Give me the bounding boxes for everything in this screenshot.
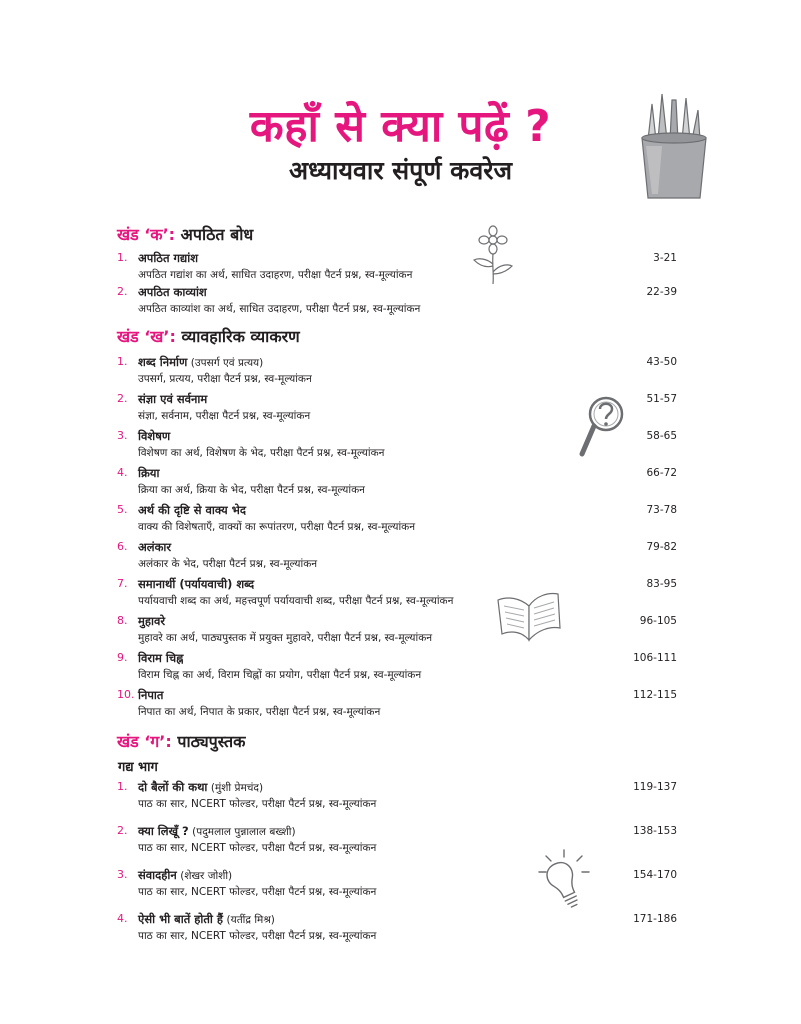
- entry-title: संज्ञा एवं सर्वनाम: [138, 392, 208, 406]
- entry-title: अपठित काव्यांश: [138, 285, 207, 299]
- entry-description: वाक्य की विशेषताएँ, वाक्यों का रूपांतरण, परीक्षा पैटर्न प्रश्न, स्व-मूल्यांकन: [138, 521, 416, 533]
- entry-subtitle: (शेखर जोशी): [180, 870, 233, 882]
- entry-pages: 43-50: [646, 356, 677, 368]
- entry-description: पाठ का सार, NCERT फोल्डर, परीक्षा पैटर्न प्रश्न, स्व-मूल्यांकन: [138, 798, 377, 810]
- entry-number: 8.: [117, 614, 128, 627]
- entry-number: 1.: [117, 780, 128, 793]
- entry-number: 10.: [117, 688, 135, 701]
- entry-description: निपात का अर्थ, निपात के प्रकार, परीक्षा पैटर्न प्रश्न, स्व-मूल्यांकन: [138, 706, 381, 718]
- entry-description: उपसर्ग, प्रत्यय, परीक्षा पैटर्न प्रश्न, स्व-मूल्यांकन: [138, 373, 312, 385]
- entry-title: मुहावरे: [138, 614, 166, 628]
- entry-description: क्रिया का अर्थ, क्रिया के भेद, परीक्षा पैटर्न प्रश्न, स्व-मूल्यांकन: [138, 484, 365, 496]
- entry-description: विराम चिह्न का अर्थ, विराम चिह्नों का प्रयोग, परीक्षा पैटर्न प्रश्न, स्व-मूल्यांकन: [138, 669, 422, 681]
- entry-title: निपात: [138, 688, 164, 702]
- toc-entry[interactable]: [117, 687, 677, 731]
- page-title: कहाँ से क्या पढ़ें ?: [249, 101, 552, 152]
- toc-entry[interactable]: [117, 613, 677, 650]
- entry-title: समानार्थी (पर्यायवाची) शब्द: [138, 577, 255, 591]
- entry-title: दो बैलों की कथा: [138, 780, 208, 794]
- entry-pages: 3-21: [653, 252, 677, 264]
- page-subtitle: अध्यायवार संपूर्ण कवरेज: [288, 156, 513, 185]
- subsection-heading: गद्य भाग: [118, 760, 158, 775]
- entry-title: क्रिया: [138, 466, 160, 480]
- entry-description: पर्यायवाची शब्द का अर्थ, महत्त्वपूर्ण पर्यायवाची शब्द, परीक्षा पैटर्न प्रश्न, स्व-मूल्यांकन: [138, 595, 454, 607]
- entry-description: पाठ का सार, NCERT फोल्डर, परीक्षा पैटर्न प्रश्न, स्व-मूल्यांकन: [138, 886, 377, 898]
- section-label: खंड ‘ख’:: [117, 327, 176, 346]
- entry-number: 1.: [117, 251, 128, 264]
- toc-entry[interactable]: [117, 779, 677, 823]
- toc-entry[interactable]: [117, 539, 677, 576]
- entry-pages: 58-65: [646, 430, 677, 442]
- entry-description: विशेषण का अर्थ, विशेषण के भेद, परीक्षा पैटर्न प्रश्न, स्व-मूल्यांकन: [138, 447, 385, 459]
- toc-entry[interactable]: [117, 465, 677, 502]
- toc-entry[interactable]: [117, 911, 677, 951]
- entry-description: अलंकार के भेद, परीक्षा पैटर्न प्रश्न, स्व-मूल्यांकन: [138, 558, 318, 570]
- section-heading-ga: [117, 731, 677, 753]
- entry-title: विशेषण: [138, 429, 171, 443]
- entry-pages: 96-105: [639, 615, 677, 627]
- entry-number: 7.: [117, 577, 128, 590]
- section-name: पाठ्यपुस्तक: [177, 732, 246, 751]
- section-label: खंड ‘क’:: [117, 225, 176, 244]
- entry-subtitle: (पदुमलाल पुन्नालाल बख्शी): [192, 826, 296, 838]
- toc-entry[interactable]: [117, 823, 677, 867]
- section-name: अपठित बोध: [180, 225, 254, 244]
- entry-number: 2.: [117, 285, 128, 298]
- entry-subtitle: (मुंशी प्रेमचंद): [210, 782, 264, 794]
- entry-subtitle: (उपसर्ग एवं प्रत्यय): [190, 357, 264, 369]
- entry-number: 4.: [117, 466, 128, 479]
- entry-number: 9.: [117, 651, 128, 664]
- entry-pages: 73-78: [646, 504, 677, 516]
- toc-entry[interactable]: [117, 576, 677, 613]
- entry-number: 4.: [117, 912, 128, 925]
- section-label: खंड ‘ग’:: [117, 732, 172, 751]
- entry-title: अपठित गद्यांश: [138, 251, 199, 265]
- section-name: व्यावहारिक व्याकरण: [181, 327, 300, 346]
- entry-number: 5.: [117, 503, 128, 516]
- entry-title: शब्द निर्माण: [138, 355, 188, 369]
- entry-pages: 106-111: [633, 652, 677, 664]
- entry-subtitle: (यतींद्र मिश्र): [226, 914, 275, 926]
- entry-pages: 83-95: [646, 578, 677, 590]
- entry-pages: 112-115: [633, 689, 677, 701]
- entry-title: अर्थ की दृष्टि से वाक्य भेद: [138, 503, 246, 517]
- toc-entry[interactable]: [117, 428, 677, 465]
- toc-entry[interactable]: [117, 284, 677, 326]
- entry-number: 6.: [117, 540, 128, 553]
- entry-description: संज्ञा, सर्वनाम, परीक्षा पैटर्न प्रश्न, स्व-मूल्यांकन: [138, 410, 311, 422]
- entry-pages: 22-39: [646, 286, 677, 298]
- entry-pages: 138-153: [633, 825, 677, 837]
- entry-title: विराम चिह्न: [138, 651, 184, 665]
- entry-pages: 79-82: [646, 541, 677, 553]
- entry-number: 1.: [117, 355, 128, 368]
- entry-title: संवादहीन: [138, 868, 177, 882]
- entry-title: अलंकार: [138, 540, 172, 554]
- entry-number: 2.: [117, 824, 128, 837]
- entry-number: 3.: [117, 868, 128, 881]
- entry-description: पाठ का सार, NCERT फोल्डर, परीक्षा पैटर्न प्रश्न, स्व-मूल्यांकन: [138, 842, 377, 854]
- entry-description: अपठित काव्यांश का अर्थ, साधित उदाहरण, परीक्षा पैटर्न प्रश्न, स्व-मूल्यांकन: [138, 303, 421, 315]
- entry-pages: 51-57: [646, 393, 677, 405]
- table-of-contents: [117, 224, 677, 951]
- toc-entry[interactable]: [117, 354, 677, 391]
- entry-description: अपठित गद्यांश का अर्थ, साधित उदाहरण, परीक्षा पैटर्न प्रश्न, स्व-मूल्यांकन: [138, 269, 413, 281]
- toc-entry[interactable]: [117, 250, 677, 284]
- entry-title: क्या लिखूँ ?: [138, 824, 189, 838]
- toc-entry[interactable]: [117, 867, 677, 911]
- entry-description: पाठ का सार, NCERT फोल्डर, परीक्षा पैटर्न प्रश्न, स्व-मूल्यांकन: [138, 930, 377, 942]
- toc-entry[interactable]: [117, 502, 677, 539]
- toc-entry[interactable]: [117, 391, 677, 428]
- toc-entry[interactable]: [117, 650, 677, 687]
- section-heading-ka: [117, 224, 677, 246]
- pencil-cup-icon: [634, 90, 714, 206]
- entry-number: 2.: [117, 392, 128, 405]
- entry-pages: 154-170: [633, 869, 677, 881]
- section-heading-kha: [117, 326, 677, 348]
- entry-description: मुहावरे का अर्थ, पाठ्यपुस्तक में प्रयुक्त मुहावरे, परीक्षा पैटर्न प्रश्न, स्व-मूल्यांकन: [138, 632, 433, 644]
- entry-pages: 119-137: [633, 781, 677, 793]
- entry-number: 3.: [117, 429, 128, 442]
- entry-pages: 66-72: [646, 467, 677, 479]
- entry-pages: 171-186: [633, 913, 677, 925]
- entry-title: ऐसी भी बातें होती हैं: [138, 912, 224, 926]
